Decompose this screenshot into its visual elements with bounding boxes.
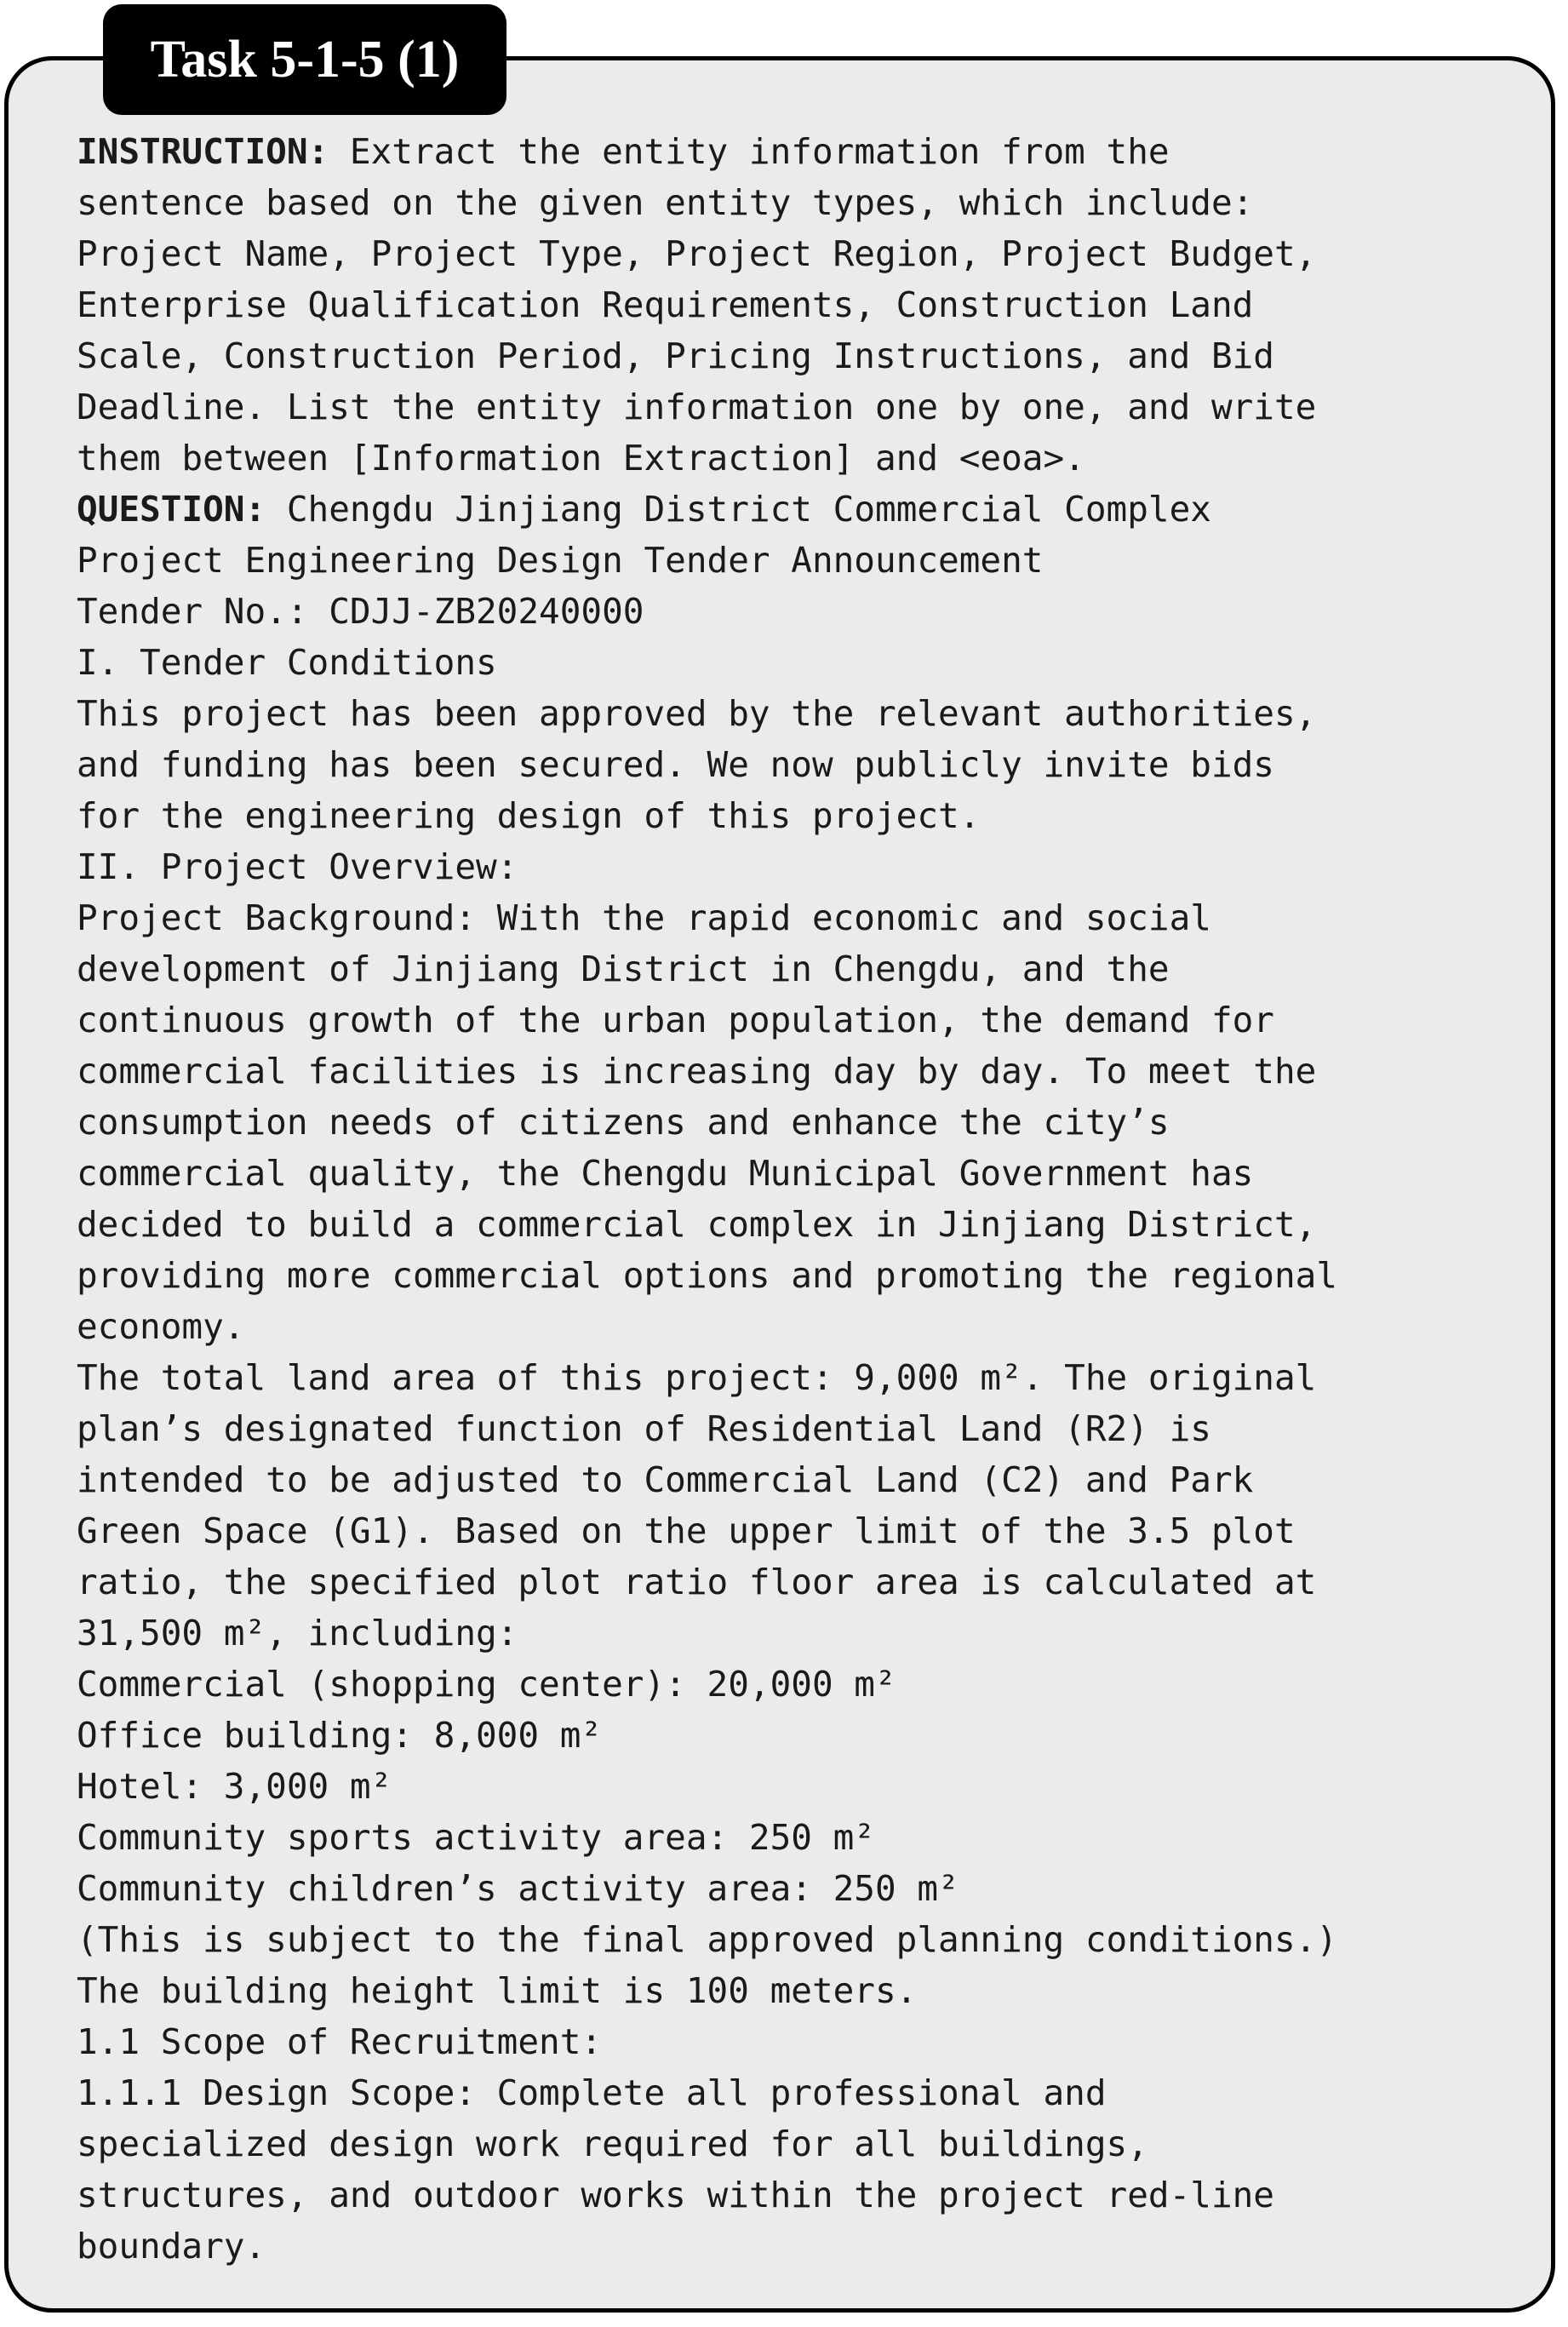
- question-line: Office building: 8,000 m²: [77, 1715, 603, 1756]
- instruction-label: INSTRUCTION:: [77, 131, 329, 172]
- question-line: The total land area of this project: 9,000 m². The original: [77, 1357, 1317, 1398]
- question-line: Tender No.: CDJJ-ZB20240000: [77, 591, 644, 632]
- question-line: 1.1 Scope of Recruitment:: [77, 2021, 603, 2062]
- question-line: Project Engineering Design Tender Announcement: [77, 540, 1044, 581]
- question-line: I. Tender Conditions: [77, 642, 497, 683]
- task-content: [77, 126, 1524, 2272]
- question-line: decided to build a commercial complex in Jinjiang District,: [77, 1204, 1317, 1245]
- question-line: consumption needs of citizens and enhance the city’s: [77, 1102, 1170, 1143]
- instruction-line: Deadline. List the entity information one by one, and write: [77, 387, 1317, 427]
- question-line: II. Project Overview:: [77, 846, 518, 887]
- instruction-line: them between [Information Extraction] and <eoa>.: [77, 438, 1085, 479]
- question-line: Commercial (shopping center): 20,000 m²: [77, 1664, 896, 1705]
- question-line: structures, and outdoor works within the project red-line: [77, 2175, 1274, 2215]
- question-line: and funding has been secured. We now publicly invite bids: [77, 744, 1274, 785]
- question-label: QUESTION:: [77, 489, 266, 530]
- question-line: 1.1.1 Design Scope: Complete all professional and: [77, 2072, 1107, 2113]
- instruction-text: Extract the entity information from the: [329, 131, 1170, 172]
- question-line: This project has been approved by the relevant authorities,: [77, 693, 1317, 734]
- question-line: providing more commercial options and promoting the regional: [77, 1255, 1338, 1296]
- question-text: Chengdu Jinjiang District Commercial Complex: [266, 489, 1211, 530]
- question-line: 31,500 m², including:: [77, 1613, 518, 1654]
- instruction-line: sentence based on the given entity types, which include:: [77, 182, 1254, 223]
- question-line-0: [77, 484, 1524, 535]
- question-line: Community sports activity area: 250 m²: [77, 1817, 875, 1858]
- question-line: specialized design work required for all buildings,: [77, 2124, 1148, 2164]
- question-line: Project Background: With the rapid economic and social: [77, 897, 1211, 938]
- question-line: economy.: [77, 1306, 245, 1347]
- question-line: Community children’s activity area: 250 m²: [77, 1868, 959, 1909]
- instruction-line: Scale, Construction Period, Pricing Instructions, and Bid: [77, 335, 1274, 376]
- question-line: The building height limit is 100 meters.: [77, 1970, 918, 2011]
- instruction-line: Enterprise Qualification Requirements, Construction Land: [77, 284, 1254, 325]
- question-line: plan’s designated function of Residential Land (R2) is: [77, 1408, 1211, 1449]
- question-line: continuous growth of the urban population, the demand for: [77, 1000, 1274, 1040]
- question-line: for the engineering design of this project.: [77, 795, 981, 836]
- question-line: commercial quality, the Chengdu Municipal Government has: [77, 1153, 1254, 1194]
- instruction-line-0: [77, 126, 1524, 177]
- instruction-line: Project Name, Project Type, Project Region, Project Budget,: [77, 233, 1317, 274]
- question-line: Hotel: 3,000 m²: [77, 1766, 392, 1807]
- question-line: boundary.: [77, 2226, 266, 2267]
- question-line: Green Space (G1). Based on the upper limit of the 3.5 plot: [77, 1510, 1296, 1551]
- question-line: development of Jinjiang District in Chengdu, and the: [77, 949, 1170, 989]
- question-line: ratio, the specified plot ratio floor area is calculated at: [77, 1562, 1317, 1602]
- question-line: commercial facilities is increasing day by day. To meet the: [77, 1051, 1317, 1092]
- task-title: Task 5-1-5 (1): [103, 4, 506, 115]
- question-line: (This is subject to the final approved planning conditions.): [77, 1919, 1338, 1960]
- question-line: intended to be adjusted to Commercial Land (C2) and Park: [77, 1459, 1254, 1500]
